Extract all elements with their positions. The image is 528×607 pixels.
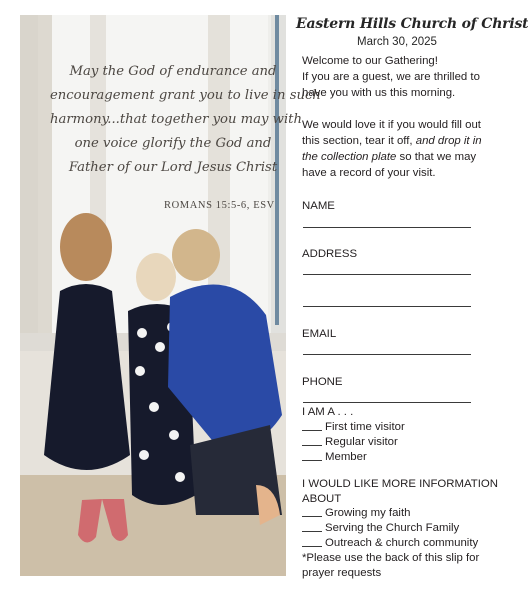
option-label: Outreach & church community xyxy=(325,537,479,549)
phone-field-line[interactable] xyxy=(303,402,471,403)
boy-hair xyxy=(172,229,220,281)
checkbox-blank[interactable] xyxy=(302,419,322,431)
visitor-option[interactable] xyxy=(302,419,405,435)
verse-line: May the God of endurance and xyxy=(69,64,277,79)
bible-verse xyxy=(50,60,321,180)
instruction-text: this section, tear it off, xyxy=(302,135,416,147)
guest-line: have you with us this morning. xyxy=(302,87,456,99)
instruction-line: We would love it if you would fill out xyxy=(302,119,481,131)
instruction-emphasis: the collection plate xyxy=(302,151,397,163)
option-label: First time visitor xyxy=(325,421,405,433)
option-label: Growing my faith xyxy=(325,507,411,519)
bulletin-date: March 30, 2025 xyxy=(357,36,437,48)
prayer-note: *Please use the back of this slip for xyxy=(302,552,480,564)
checkbox-blank[interactable] xyxy=(302,520,322,532)
more-info-heading: ABOUT xyxy=(302,493,342,505)
info-option[interactable] xyxy=(302,505,410,521)
verse-line: harmony...that together you may with xyxy=(50,112,302,127)
guest-line: If you are a guest, we are thrilled to xyxy=(302,71,480,83)
church-name: Eastern Hills Church of Christ xyxy=(296,16,528,32)
name-label: NAME xyxy=(302,200,335,212)
checkbox-blank[interactable] xyxy=(302,505,322,517)
prayer-note: prayer requests xyxy=(302,567,382,579)
info-option[interactable] xyxy=(302,535,478,551)
address-field-line-2[interactable] xyxy=(303,306,471,307)
checkbox-blank[interactable] xyxy=(302,434,322,446)
phone-label: PHONE xyxy=(302,376,343,388)
email-label: EMAIL xyxy=(302,328,337,340)
address-label: ADDRESS xyxy=(302,248,358,260)
address-field-line-1[interactable] xyxy=(303,274,471,275)
option-label: Member xyxy=(325,451,367,463)
welcome-line: Welcome to our Gathering! xyxy=(302,55,438,67)
verse-line: encouragement grant you to live in such xyxy=(50,88,321,103)
verse-line: one voice glorify the God and xyxy=(74,136,272,151)
instruction-line xyxy=(302,133,482,149)
visitor-option[interactable] xyxy=(302,434,398,450)
option-label: Regular visitor xyxy=(325,436,398,448)
checkbox-blank[interactable] xyxy=(302,449,322,461)
name-field-line[interactable] xyxy=(303,227,471,228)
visitor-option[interactable] xyxy=(302,449,367,465)
checkbox-blank[interactable] xyxy=(302,535,322,547)
tree-trunk-left xyxy=(20,15,52,335)
toddler-hair xyxy=(136,253,176,301)
option-label: Serving the Church Family xyxy=(325,522,460,534)
instruction-emphasis: and drop it in xyxy=(415,135,482,147)
more-info-heading: I WOULD LIKE MORE INFORMATION xyxy=(302,478,498,490)
instruction-text: so that we may xyxy=(396,151,477,163)
info-option[interactable] xyxy=(302,520,459,536)
verse-reference: ROMANS 15:5-6, ESV xyxy=(164,200,275,211)
girl-hair xyxy=(60,213,112,281)
email-field-line[interactable] xyxy=(303,354,471,355)
instruction-line: have a record of your visit. xyxy=(302,167,436,179)
instruction-line xyxy=(302,149,476,165)
verse-line: Father of our Lord Jesus Christ xyxy=(68,160,278,175)
i-am-heading: I AM A . . . xyxy=(302,406,354,418)
